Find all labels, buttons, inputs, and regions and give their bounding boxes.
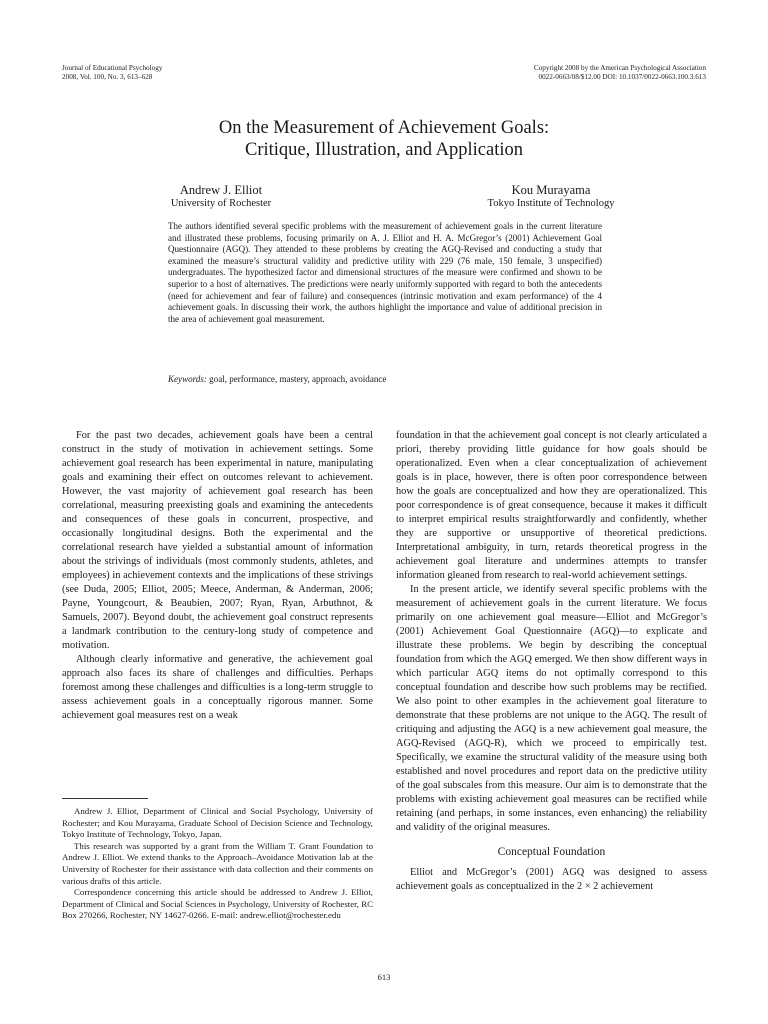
body-column-right: [396, 429, 707, 894]
footnote-paragraph: Correspondence concerning this article should be addressed to Andrew J. Elliot, Department of Clinical and Social Sciences in Psychology, University of Rochester, RC Box 270266, Rochester, NY 14627-0266. E-mail: andrew.elliot@rochester.edu: [62, 887, 373, 921]
body-paragraph: Although clearly informative and generative, the achievement goal approach also faces its share of challenges and difficulties. Perhaps foremost among these challenges and difficulties is a long-term struggle to assess achievement goals in a conceptually rigorous manner. Some achievement goal measures rest on a weak: [62, 654, 373, 721]
title-line-2: Critique, Illustration, and Application: [245, 140, 523, 160]
copyright-line: Copyright 2008 by the American Psychological Association: [533, 64, 706, 72]
footnote-divider: [62, 798, 148, 799]
keywords: [168, 374, 602, 386]
author-name: Kou Murayama: [511, 183, 591, 197]
author-block-1: [150, 183, 292, 210]
keywords-list: goal, performance, mastery, approach, avoidance: [209, 374, 387, 384]
author-affiliation: Tokyo Institute of Technology: [487, 198, 615, 209]
body-paragraph: foundation in that the achievement goal concept is not clearly articulated a priori, thereby providing little guidance for how goals should be operationalized. Even when a clear conceptualization of achievement goals is in place, however, there is often poor correspondence between how the goals are conceptualized and how they are operationalized. This poor correspondence is of great consequence, because it makes it difficult to interpret empirical results straightforwardly and confidently, whether they are supportive or unsupportive of theoretical predictions. Interpretational ambiguity, in turn, retards theoretical progress in the achievement goal literature and undermines attempts to transfer information gleaned from research to real-world achievement settings.: [396, 430, 707, 581]
page-number: 613: [377, 972, 391, 982]
journal-volume: 2008, Vol. 100, No. 3, 613–628: [62, 72, 153, 81]
author-note: [62, 806, 373, 922]
footnote-paragraph: This research was supported by a grant from the William T. Grant Foundation to Andrew J. Elliot. We extend thanks to the Approach–Avoidance Motivation lab at the University of Rochester for their assistance with data collection and their comments on various drafts of this article.: [62, 840, 373, 886]
author-affiliation: University of Rochester: [170, 198, 272, 209]
keywords-label: Keywords:: [168, 374, 207, 384]
section-heading: Conceptual Foundation: [497, 846, 606, 858]
body-column-left: [62, 429, 373, 723]
author-name: Andrew J. Elliot: [179, 183, 263, 197]
article-title: [0, 117, 768, 161]
copyright-notice: [534, 64, 706, 81]
body-paragraph: Elliot and McGregor’s (2001) AGQ was designed to assess achievement goals as conceptualized in the 2 × 2 achievement: [396, 867, 707, 892]
title-line-1: On the Measurement of Achievement Goals:: [218, 118, 550, 138]
journal-name: Journal of Educational Psychology: [62, 64, 163, 72]
body-paragraph: For the past two decades, achievement goals have been a central construct in the study of motivation in achievement settings. Some achievement goal research has been experimental in nature, manipulating goals and examining their effect on outcomes relevant to achievement. However, the vast majority of achievement goal research has been correlational, measuring preexisting goals and examining the antecedents and consequences of these goals in concurrent, prospective, and occasionally longitudinal designs. Both the experimental and the correlational research have yielded a substantial amount of information about the strivings of individuals (most commonly students, athletes, and employees) in achievement contexts and the implications of these strivings (see Duda, 2005; Elliot, 2005; Meece, Anderman, & Anderman, 2006; Payne, Youngcourt, & Beaubien, 2007; Ryan, Ryan, Arbuthnot, & Samuels, 2007). Beyond doubt, the achievement goal construct represents a landmark contribution to the century-long study of competence and motivation.: [62, 430, 373, 651]
journal-citation: [62, 64, 162, 81]
author-block-2: [470, 183, 632, 210]
doi-line: 0022-0663/08/$12.00 DOI: 10.1037/0022-0663.100.3.613: [538, 72, 706, 81]
body-paragraph: In the present article, we identify several specific problems with the measurement of achievement goals in the current literature. We focus primarily on one achievement goal measure—Elliot and McGregor’s (2001) Achievement Goal Questionnaire (AGQ)—to explicate and illustrate these problems. We begin by describing the conceptual foundation from which the AGQ emerged. We then show different ways in which particular AGQ items do not optimally correspond to this conceptual foundation and describe how such problems may be rectified. We also point to other examples in the achievement goal literature to demonstrate that these problems are not unique to the AGQ. The result of critiquing and adjusting the AGQ is a new achievement goal measure, the AGQ-Revised (AGQ-R), which we proceed to empirically test. Specifically, we examine the structural validity of the measure using both established and novel procedures and report data on the predictive utility of the goal subscales from this measure. Our aim is to demonstrate that the problems with existing achievement goal measures can be rectified while retaining (and perhaps, in some instances, even enhancing) the reliability and validity of the original measures.: [396, 584, 707, 833]
abstract: The authors identified several specific problems with the measurement of achievement goals in the current literature and illustrated these problems, focusing primarily on A. J. Elliot and H. A. McGregor’s (2001) Achievement Goal Questionnaire (AGQ). They attended to these problems by creating the AGQ-Revised and conducting a study that examined the measure’s structural validity and predictive utility with 229 (76 male, 150 female, 3 unspecified) undergraduates. The hypothesized factor and dimensional structures of the measure were confirmed and shown to be superior to a host of alternatives. The predictions were nearly uniformly supported with regard to both the antecedents (need for achievement and fear of failure) and consequences (intrinsic motivation and exam performance) of the 4 achievement goals. In discussing their work, the authors highlight the importance and value of additional precision in the area of achievement goal measurement.: [168, 221, 602, 324]
footnote-paragraph: Andrew J. Elliot, Department of Clinical and Social Psychology, University of Rochester; and Kou Murayama, Graduate School of Decision Science and Technology, Tokyo Institute of Technology, Tokyo, Japan.: [62, 806, 373, 840]
